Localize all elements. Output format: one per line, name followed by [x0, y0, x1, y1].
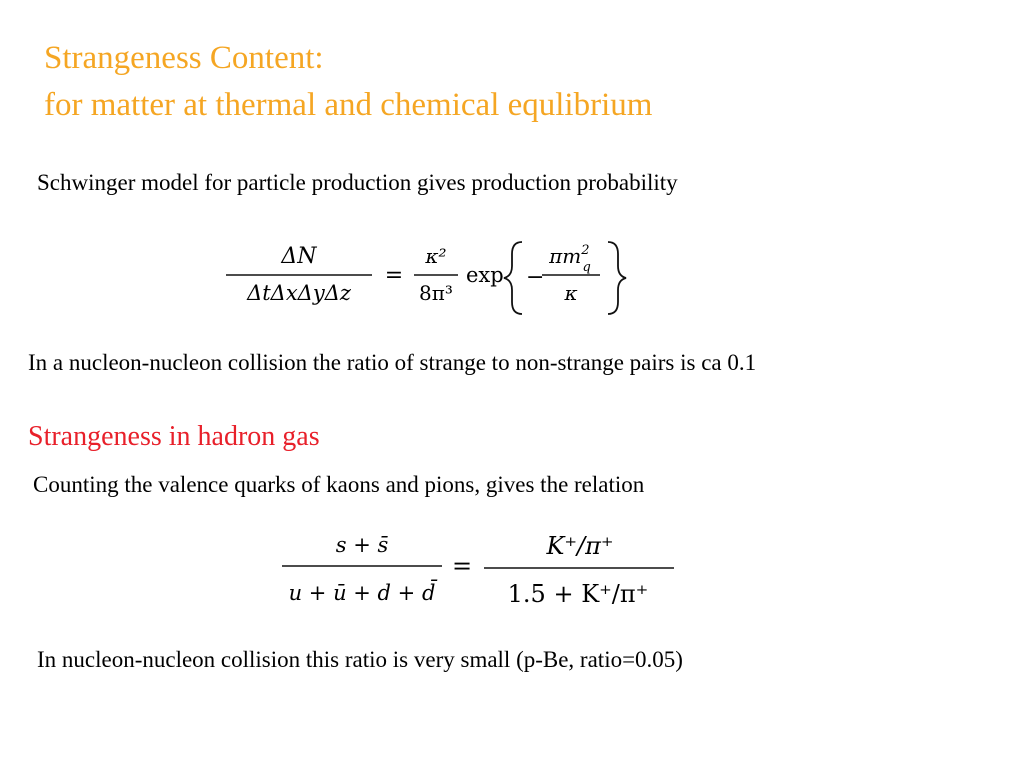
eq1-exp-numerator: πm: [549, 244, 582, 268]
eq1-coef-denominator: 8π³: [419, 281, 453, 305]
eq2-lhs-numerator: s + s̄: [335, 533, 389, 557]
eq1-lhs-denominator: ΔtΔxΔyΔz: [247, 281, 351, 305]
slide-title-line-1: Strangeness Content:: [44, 40, 324, 76]
eq1-exp-numerator-sup: 2: [581, 243, 590, 258]
eq1-left-brace: [504, 242, 522, 314]
strangeness-ratio-equation: [278, 528, 678, 616]
section-subheading: Strangeness in hadron gas: [28, 421, 320, 452]
eq1-right-brace: [608, 242, 626, 314]
eq1-exp-label: exp: [466, 263, 504, 287]
eq2-rhs-numerator: K⁺/π⁺: [546, 532, 614, 560]
eq1-exp-numerator-group: [548, 243, 591, 275]
eq1-exp-numerator-sub: q: [582, 260, 591, 275]
eq1-equals: =: [384, 263, 404, 288]
final-note-text: In nucleon-nucleon collision this ratio is very small (p-Be, ratio=0.05): [37, 647, 683, 672]
schwinger-equation: [222, 232, 642, 320]
eq1-lhs-numerator: ΔN: [281, 244, 317, 269]
counting-text: Counting the valence quarks of kaons and pions, gives the relation: [33, 472, 645, 497]
eq1-coef-numerator: κ²: [425, 244, 447, 268]
eq2-rhs-denominator: 1.5 + K⁺/π⁺: [507, 580, 649, 608]
eq2-lhs-denominator: u + ū + d + d̄: [288, 581, 436, 605]
slide-title-line-2: for matter at thermal and chemical equlibrium: [44, 87, 653, 123]
intro-text: Schwinger model for particle production gives production probability: [37, 170, 678, 195]
ratio-note-text: In a nucleon-nucleon collision the ratio of strange to non-strange pairs is ca 0.1: [28, 350, 757, 375]
eq2-equals: =: [451, 552, 473, 580]
eq1-exp-denominator: κ: [564, 281, 578, 305]
eq1-exp-minus: −: [526, 265, 545, 290]
